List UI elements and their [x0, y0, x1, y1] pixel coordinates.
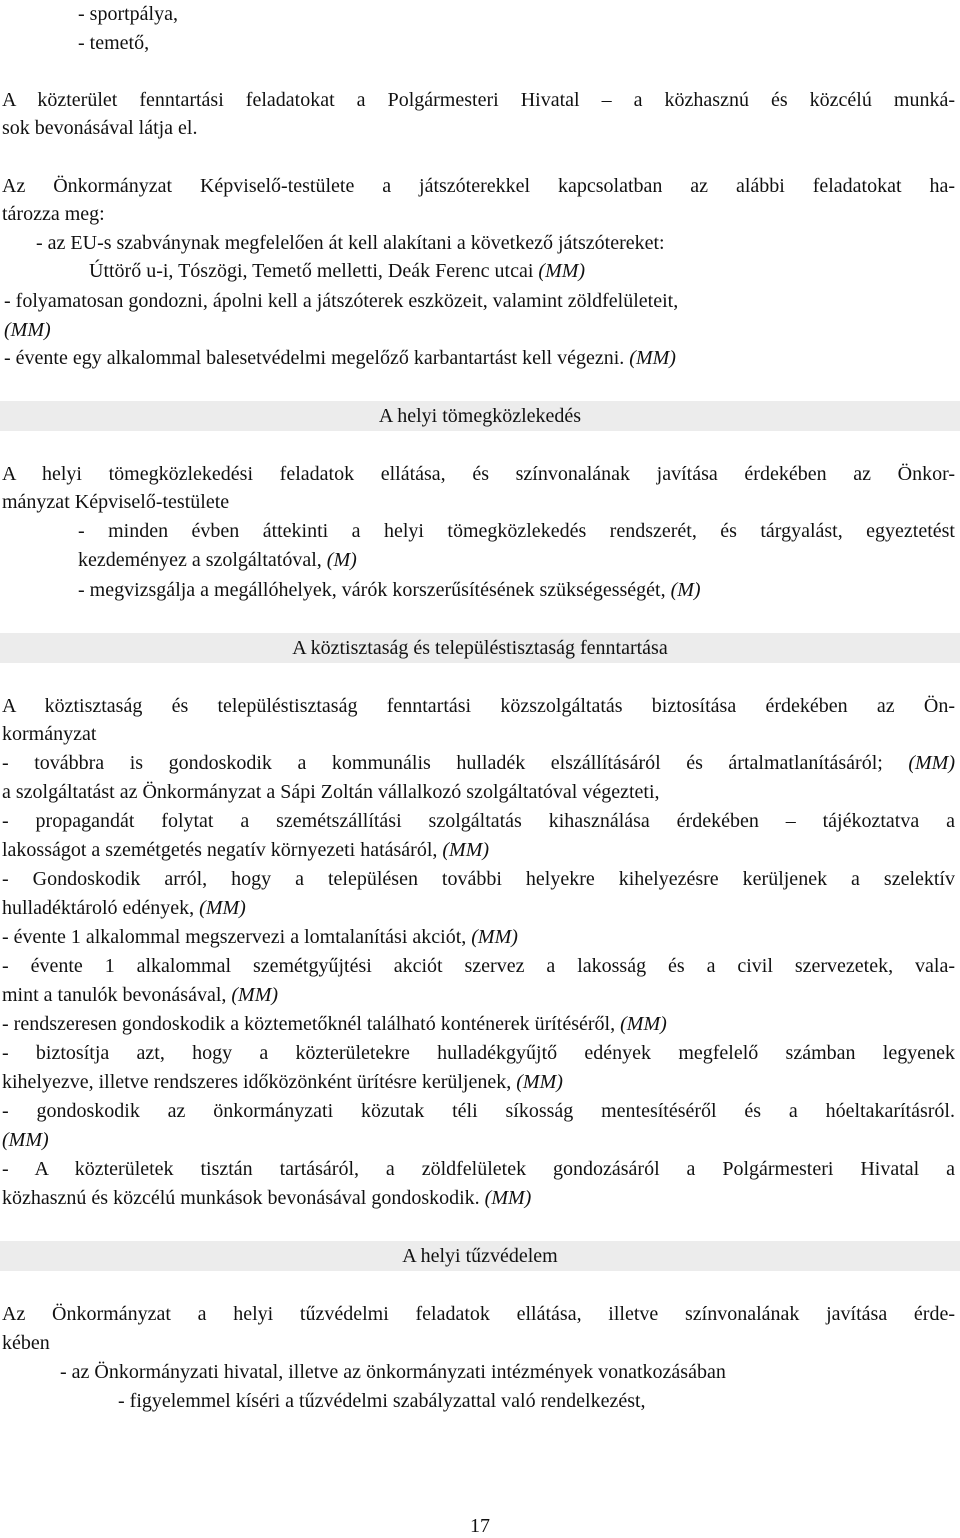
line-text: - évente egy alkalommal balesetvédelmi megelőző karbantartást kell végezni.: [4, 347, 630, 369]
paragraph-line: Az Önkormányzat Képviselő-testülete a játszóterekkel kapcsolatban az alábbi feladatokat ha-: [2, 175, 955, 197]
line-text: Úttörő u-i, Tószögi, Temető melletti, Deák Ferenc utcai: [89, 260, 539, 282]
page-number: 17: [470, 1515, 490, 1537]
m-tag: (M): [326, 549, 357, 571]
list-item: [2, 925, 518, 949]
paragraph-line: [2, 1186, 531, 1210]
mm-tag: (MM): [442, 839, 490, 861]
list-item: - az Önkormányzati hivatal, illetve az önkormányzati intézmények vonatkozásában: [60, 1361, 726, 1383]
mm-tag: (MM): [2, 1129, 49, 1151]
list-item: - folyamatosan gondozni, ápolni kell a játszóterek eszközeit, valamint zöldfelületeit,: [4, 290, 679, 312]
mm-tag: (MM): [516, 1071, 563, 1093]
mm-tag: (MM): [538, 260, 586, 282]
mm-tag: (MM): [908, 752, 955, 774]
list-item: - gondoskodik az önkormányzati közutak téli síkosság mentesítéséről és a hóeltakarításról.: [2, 1100, 955, 1122]
list-item: [78, 548, 357, 572]
mm-tag: (MM): [629, 347, 676, 369]
list-item: - A közterületek tisztán tartásáról, a zöldfelületek gondozásáról a Polgármesteri Hivatal a: [2, 1158, 955, 1180]
mm-tag: (MM): [231, 984, 279, 1006]
mm-tag: (MM): [484, 1187, 532, 1209]
list-item: - propagandát folytat a szemétszállítási szolgáltatás kihasználása érdekében – tájékoztatva a: [2, 810, 955, 832]
list-item: - évente 1 alkalommal szemétgyűjtési akciót szervez a lakosság és a civil szervezetek, vala-: [2, 955, 955, 977]
list-item: [89, 259, 585, 283]
paragraph-line: a szolgáltatást az Önkormányzat a Sápi Zoltán vállalkozó szolgáltatóval végezteti,: [2, 781, 660, 803]
line-text: - megvizsgálja a megállóhelyek, várók korszerűsítésének szükségességét,: [78, 579, 671, 601]
paragraph-line: kében: [2, 1332, 50, 1354]
line-text: kezdeményez a szolgáltatóval,: [78, 549, 327, 571]
line-text: lakosságot a szemétgetés negatív környezeti hatásáról,: [2, 839, 443, 861]
mm-tag: (MM): [199, 897, 246, 919]
list-item: - minden évben áttekinti a helyi tömegközlekedés rendszerét, és tárgyalást, egyeztetést: [78, 520, 955, 542]
list-item: [2, 1012, 667, 1036]
paragraph-line: mányzat Képviselő-testülete: [2, 491, 230, 513]
list-item: - az EU-s szabványnak megfelelően át kell alakítani a következő játszótereket:: [36, 232, 665, 254]
paragraph-line: A közterület fenntartási feladatokat a Polgármesteri Hivatal – a közhasznú és közcélú munká-: [2, 89, 955, 111]
mm-tag: (MM): [620, 1013, 667, 1035]
paragraph-line: [2, 1070, 563, 1094]
paragraph-line: Az Önkormányzat a helyi tűzvédelmi feladatok ellátása, illetve színvonalának javítása érde-: [2, 1303, 955, 1325]
line-text: kihelyezve, illetve rendszeres időközönként ürítésre kerüljenek,: [2, 1071, 517, 1093]
section-heading: A köztisztaság és településtisztaság fenntartása: [0, 633, 960, 663]
list-item: - temető,: [78, 32, 150, 54]
paragraph-line: tározza meg:: [2, 203, 105, 225]
line-text: - továbbra is gondoskodik a kommunális hulladék elszállításáról és ártalmatlanításáról;: [2, 752, 909, 774]
paragraph-line: [2, 983, 278, 1007]
line-text: - évente 1 alkalommal megszervezi a lomtalanítási akciót,: [2, 926, 472, 948]
section-heading: A helyi tömegközlekedés: [0, 401, 960, 431]
paragraph-line: [2, 838, 489, 862]
list-item: - figyelemmel kíséri a tűzvédelmi szabályzattal való rendelkezést,: [118, 1390, 646, 1412]
m-tag: (M): [670, 579, 701, 601]
paragraph-line: A köztisztaság és településtisztaság fenntartási közszolgáltatás biztosítása érdekében az Ön-: [2, 695, 955, 717]
list-item: - sportpálya,: [78, 3, 178, 25]
paragraph-line: kormányzat: [2, 723, 97, 745]
line-text: - rendszeresen gondoskodik a köztemetőknél található konténerek ürítéséről,: [2, 1013, 621, 1035]
list-item: [78, 578, 701, 602]
mm-tag: (MM): [471, 926, 518, 948]
list-item: - Gondoskodik arról, hogy a településen további helyekre kihelyezésre kerüljenek a szelektív: [2, 868, 955, 890]
list-item: - biztosítja azt, hogy a közterületekre hulladékgyűjtő edények megfelelő számban legyenek: [2, 1042, 955, 1064]
list-item: [2, 751, 955, 775]
line-text: hulladéktároló edények,: [2, 897, 200, 919]
line-text: mint a tanulók bevonásával,: [2, 984, 232, 1006]
paragraph-line: A helyi tömegközlekedési feladatok ellátása, és színvonalának javítása érdekében az Önkor-: [2, 463, 955, 485]
paragraph-line: sok bevonásával látja el.: [2, 117, 198, 139]
mm-tag: (MM): [4, 319, 51, 341]
line-text: közhasznú és közcélú munkások bevonásával gondoskodik.: [2, 1187, 485, 1209]
paragraph-line: [2, 896, 246, 920]
section-heading: A helyi tűzvédelem: [0, 1241, 960, 1271]
list-item: [4, 346, 676, 370]
